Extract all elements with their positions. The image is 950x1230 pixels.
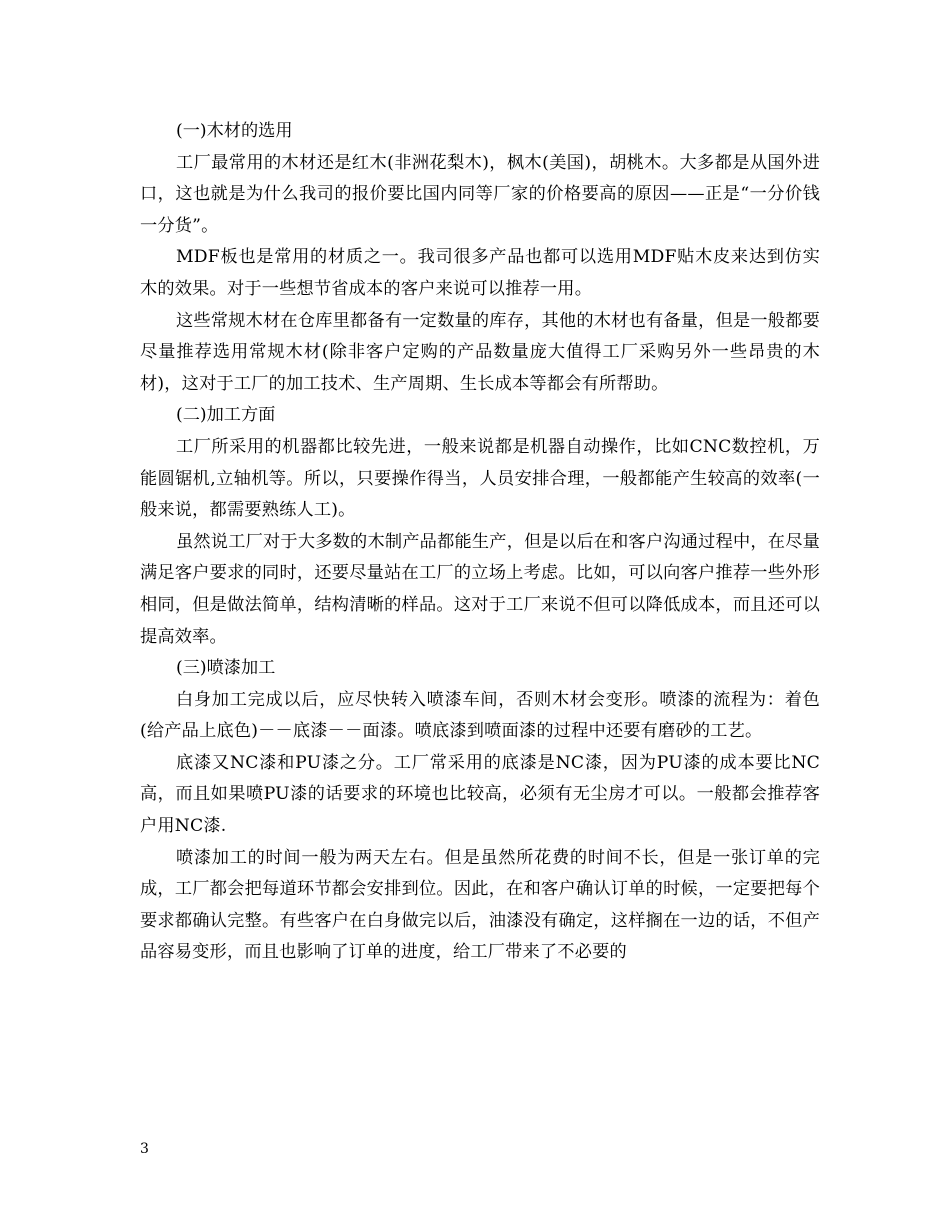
paragraph: 工厂最常用的木材还是红木(非洲花梨木)，枫木(美国)，胡桃木。大多都是从国外进口，这也就是为什么我司的报价要比国内同等厂家的价格要高的原因——正是“一分价钱一分货”。 [140, 152, 820, 236]
paragraph: 虽然说工厂对于大多数的木制产品都能生产，但是以后在和客户沟通过程中，在尽量满足客户要求的同时，还要尽量站在工厂的立场上考虑。比如，可以向客户推荐一些外形相同，但是做法简单，结构清晰的样品。这对于工厂来说不但可以降低成本，而且还可以提高效率。 [140, 531, 820, 647]
paragraph: MDF板也是常用的材质之一。我司很多产品也都可以选用MDF贴木皮来达到仿实木的效果。对于一些想节省成本的客户来说可以推荐一用。 [140, 247, 820, 299]
section-heading-wood-selection: (一)木材的选用 [176, 121, 293, 141]
paragraph: 工厂所采用的机器都比较先进，一般来说都是机器自动操作，比如CNC数控机，万能圆锯机,立轴机等。所以，只要操作得当，人员安排合理，一般都能产生较高的效率(一般来说，都需要熟练人工)。 [140, 436, 820, 521]
paragraph: 这些常规木材在仓库里都备有一定数量的库存，其他的木材也有备量，但是一般都要尽量推荐选用常规木材(除非客户定购的产品数量庞大值得工厂采购另外一些昂贵的木材)，这对于工厂的加工技术、生产周期、生长成本等都会有所帮助。 [140, 310, 820, 394]
paragraph: 喷漆加工的时间一般为两天左右。但是虽然所花费的时间不长，但是一张订单的完成，工厂都会把每道环节都会安排到位。因此，在和客户确认订单的时候，一定要把每个要求都确认完整。有些客户在白身做完以后，油漆没有确定，这样搁在一边的话，不但产品容易变形，而且也影响了订单的进度，给工厂带来了不必要的 [140, 847, 820, 963]
document-body [140, 116, 820, 969]
paragraph: 底漆又NC漆和PU漆之分。工厂常采用的底漆是NC漆，因为PU漆的成本要比NC高，而且如果喷PU漆的话要求的环境也比较高，必须有无尘房才可以。一般都会推荐客户用NC漆. [140, 752, 820, 837]
paragraph: 白身加工完成以后，应尽快转入喷漆车间，否则木材会变形。喷漆的流程为：着色(给产品上底色)－－底漆－－面漆。喷底漆到喷面漆的过程中还要有磨砂的工艺。 [140, 689, 820, 742]
section-heading-painting: (三)喷漆加工 [176, 658, 276, 679]
section-heading-processing: (二)加工方面 [176, 405, 276, 426]
page-number: 3 [140, 1141, 149, 1157]
